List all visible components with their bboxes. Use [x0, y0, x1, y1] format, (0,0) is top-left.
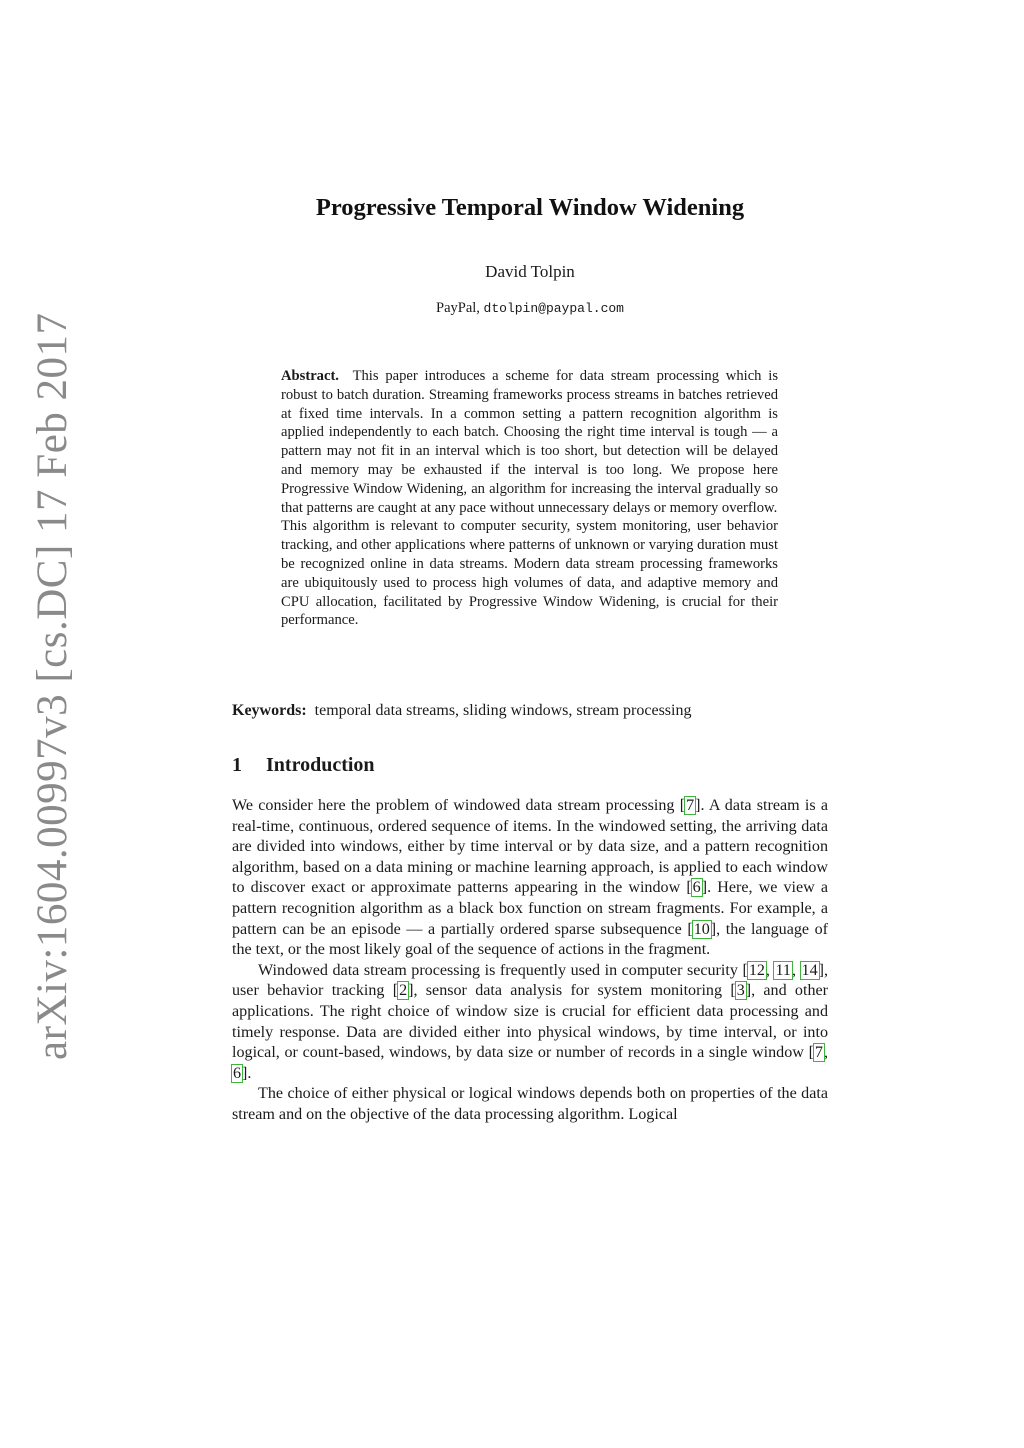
citation-separator: , — [791, 961, 801, 979]
body-text-run: , and other applications. The right choice of window size is crucial for efficient data processing and timely response. Data are divided either into physical windows, by time interval, or into logical, or count-based, windows, by data size or number of records in a single window — [232, 982, 829, 1062]
body-text-run: , sensor data analysis for system monitoring — [413, 982, 731, 1000]
abstract-paragraph-2: This algorithm is relevant to computer security, system monitoring, user behavior tracking, and other applications where patterns of unknown or varying duration must be recognized online in data streams. Modern data stream processing frameworks are ubiquitously used to process high volumes of data, and adaptive memory and CPU allocation, facilitated by Progressive Window Widening, is crucial for their performance. — [281, 518, 778, 629]
citation-link[interactable]: 3 — [736, 982, 745, 1000]
keywords — [232, 702, 828, 720]
body-text-run: . A data stream is a real-time, continuous, ordered sequence of items. In the windowed setting, the arriving data are divided into windows, either by time interval or by data size, and a pattern recognition algorithm, based on a data mining or machine learning approach, is applied to each window to discover exact or approximate patterns appearing in the window — [232, 797, 828, 897]
body-text-run: , the language of the text, or the most likely goal of the sequence of actions in the fragment. — [232, 920, 829, 959]
body-text-run: . Here, we view a pattern recognition algorithm as a black box function on stream fragments. For example, a pattern can be an episode — a partially ordered sparse subsequence — [232, 879, 829, 938]
author-email[interactable]: dtolpin@paypal.com — [483, 301, 624, 316]
keywords-text: temporal data streams, sliding windows, stream processing — [314, 702, 692, 719]
section-heading — [232, 754, 375, 777]
citation-separator: , — [765, 961, 775, 979]
abstract-text-1: This paper introduces a scheme for data stream processing which is robust to batch duration. Streaming frameworks process streams in batches retrieved at fixed time intervals. In a common setting a pattern recognition algorithm is applied independently to each batch. Choosing the right time interval is tough — a pattern may not fit in an interval which is too short, but detection will be delayed and memory may be exhausted if the interval is too long. We propose here Progressive Window Widening, an algorithm for increasing the interval gradually so that patterns are caught at any pace without unnecessary delays or memory overflow. — [281, 368, 779, 516]
citation-link[interactable]: 6 — [692, 879, 701, 897]
body-paragraph-1: We consider here the problem of windowed data stream processing [7]. A data stream is a real-time, continuous, ordered sequence of items. In the windowed setting, the arriving data are divided into windows, either by time interval or by data size, and a pattern recognition algorithm, based on a data mining or machine learning approach, is applied to each window to discover exact or approximate patterns appearing in the window [6]. Here, we view a pattern recognition algorithm as a black box function on stream fragments. For example, a pattern can be an episode — a partially ordered sparse subsequence [10], the language of the text, or the most likely goal of the sequence of actions in the fragment. — [232, 797, 829, 959]
abstract-label: Abstract. — [281, 368, 339, 384]
citation-link[interactable]: 11 — [775, 961, 791, 979]
body-text-run: . — [247, 1064, 252, 1082]
citation-link[interactable]: 10 — [693, 920, 710, 938]
citation-link[interactable]: 7 — [686, 797, 695, 814]
author-name: David Tolpin — [485, 262, 575, 281]
arxiv-stamp: arXiv:1604.00997v3 [cs.DC] 17 Feb 2017 — [29, 312, 76, 1060]
body-text — [232, 796, 828, 1126]
section-title: Introduction — [266, 754, 375, 776]
citation-link[interactable]: 7 — [814, 1044, 823, 1062]
body-paragraph-2: Windowed data stream processing is frequently used in computer security [12, 11, 14], user behavior tracking [2], sensor data analysis for system monitoring [3], and other applications. The right choice of window size is crucial for efficient data processing and timely response. Data are divided either into physical windows, by time interval, or into logical, or count-based, windows, by data size or number of records in a single window [7, 6]. — [232, 961, 829, 1082]
citation-link[interactable]: 6 — [233, 1064, 242, 1082]
citation-link[interactable]: 2 — [399, 982, 408, 1000]
body-text-run: Windowed data stream processing is frequently used in computer security — [258, 961, 743, 979]
affiliation-org: PayPal, — [436, 300, 480, 316]
body-text-run: We consider here the problem of windowed data stream processing — [232, 797, 680, 814]
citation-separator: , — [823, 1044, 828, 1062]
abstract-paragraph-1 — [281, 367, 778, 517]
keywords-label: Keywords: — [232, 702, 307, 719]
section-number: 1 — [232, 754, 242, 776]
paper-title: Progressive Temporal Window Widening — [315, 194, 745, 221]
affiliation — [232, 300, 828, 317]
citation-link[interactable]: 14 — [801, 961, 818, 979]
body-text-run: , user behavior tracking — [232, 961, 829, 1000]
abstract — [281, 367, 778, 630]
body-paragraph-3: The choice of either physical or logical windows depends both on properties of the data stream and on the objective of the data processing algorithm. Logical — [232, 1085, 828, 1123]
citation-link[interactable]: 12 — [748, 961, 765, 979]
